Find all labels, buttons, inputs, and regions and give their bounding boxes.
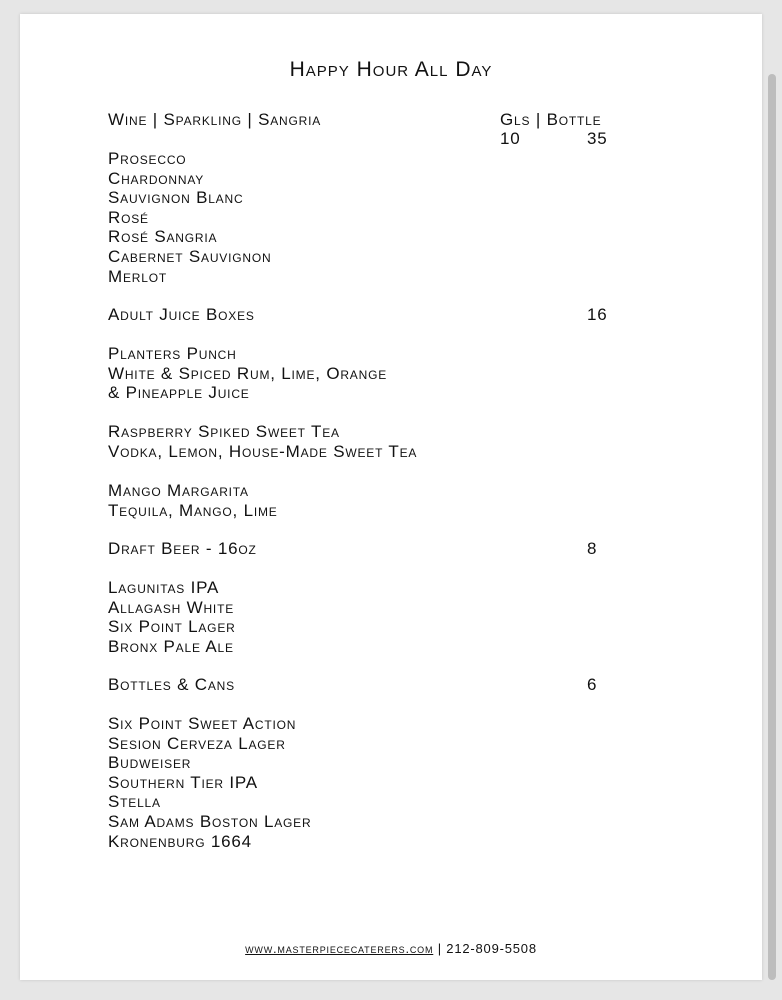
phone-number: 212-809-5508 [446, 941, 537, 956]
wine-price-header: Gls | Bottle [500, 110, 602, 129]
list-item: Budweiser [108, 753, 192, 773]
list-item: Cabernet Sauvignon [108, 246, 272, 266]
drink-description: Vodka, Lemon, House-Made Sweet Tea [108, 441, 418, 461]
wine-list [108, 149, 271, 286]
list-item: Sam Adams Boston Lager [108, 811, 312, 831]
wine-glass-price: 10 [500, 129, 521, 148]
list-item: Allagash White [108, 597, 235, 617]
list-item: Kronenburg 1664 [108, 831, 252, 851]
drink-name: Mango Margarita [108, 481, 249, 500]
drink-mango-margarita [108, 481, 278, 520]
drink-description: White & Spiced Rum, Lime, Orange [108, 363, 388, 383]
drink-description: & Pineapple Juice [108, 383, 250, 403]
list-item: Merlot [108, 266, 167, 286]
drink-name: Raspberry Spiked Sweet Tea [108, 422, 340, 441]
list-item: Bronx Pale Ale [108, 636, 234, 656]
draft-heading: Draft Beer - 16oz [108, 539, 257, 558]
list-item: Southern Tier IPA [108, 772, 258, 792]
footer-separator: | [433, 941, 447, 956]
list-item: Six Point Lager [108, 617, 236, 637]
list-item: Six Point Sweet Action [108, 714, 297, 733]
draft-list [108, 578, 236, 656]
list-item: Rosé Sangria [108, 227, 218, 247]
draft-price: 8 [587, 539, 598, 558]
drink-name: Planters Punch [108, 344, 237, 363]
list-item: Chardonnay [108, 168, 205, 188]
list-item: Rosé [108, 207, 149, 227]
bottles-list [108, 714, 311, 851]
list-item: Lagunitas IPA [108, 578, 220, 597]
bottles-price: 6 [587, 675, 598, 694]
wine-bottle-price: 35 [587, 129, 608, 148]
wine-heading: Wine | Sparkling | Sangria [108, 110, 322, 129]
drink-description: Tequila, Mango, Lime [108, 500, 278, 520]
list-item: Sesion Cerveza Lager [108, 733, 286, 753]
drink-raspberry-tea [108, 422, 417, 461]
drink-planters-punch [108, 344, 387, 403]
juice-boxes-heading: Adult Juice Boxes [108, 305, 255, 324]
bottles-heading: Bottles & Cans [108, 675, 235, 694]
juice-boxes-price: 16 [587, 305, 608, 324]
list-item: Stella [108, 792, 161, 812]
page-title: Happy Hour All Day [289, 58, 493, 81]
scrollbar[interactable] [768, 74, 776, 980]
list-item: Sauvignon Blanc [108, 188, 244, 208]
footer [0, 941, 782, 956]
list-item: Prosecco [108, 149, 187, 168]
website-link[interactable]: www.masterpiececaterers.com [245, 941, 434, 956]
